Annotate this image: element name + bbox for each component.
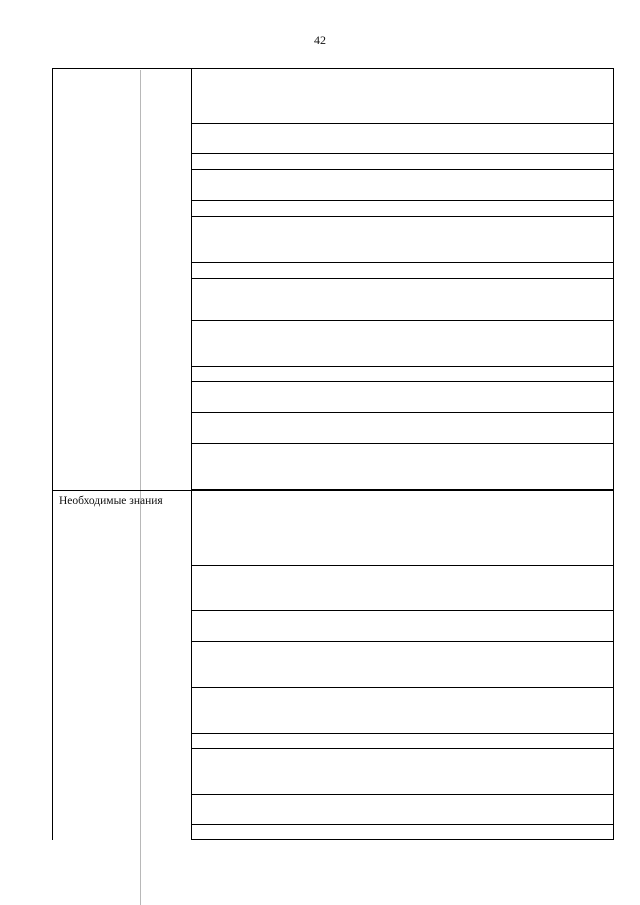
group-rows [192, 491, 613, 840]
table-row [192, 642, 613, 688]
table-row [192, 69, 613, 124]
table-row [192, 611, 613, 642]
table-group-knowledge [53, 490, 613, 840]
table-row [192, 382, 613, 413]
table-row [192, 367, 613, 382]
table-row [192, 749, 613, 795]
table-row [192, 566, 613, 611]
table-row [192, 201, 613, 217]
table-row [192, 279, 613, 321]
page-number: 42 [314, 33, 326, 47]
competency-table [52, 68, 614, 840]
table-row [192, 321, 613, 367]
table-row [192, 263, 613, 279]
table-row [192, 491, 613, 566]
group-label [53, 69, 192, 490]
table-row [192, 154, 613, 170]
table-row [192, 170, 613, 201]
table-row [192, 734, 613, 749]
table-row [192, 825, 613, 840]
table-row [192, 124, 613, 154]
table-row [192, 217, 613, 263]
group-rows [192, 69, 613, 490]
table-row [192, 444, 613, 490]
table-row [192, 413, 613, 444]
group-label: Необходимые знания [53, 491, 192, 840]
table-row [192, 688, 613, 734]
table-row [192, 795, 613, 825]
table-group-skills [53, 69, 613, 490]
